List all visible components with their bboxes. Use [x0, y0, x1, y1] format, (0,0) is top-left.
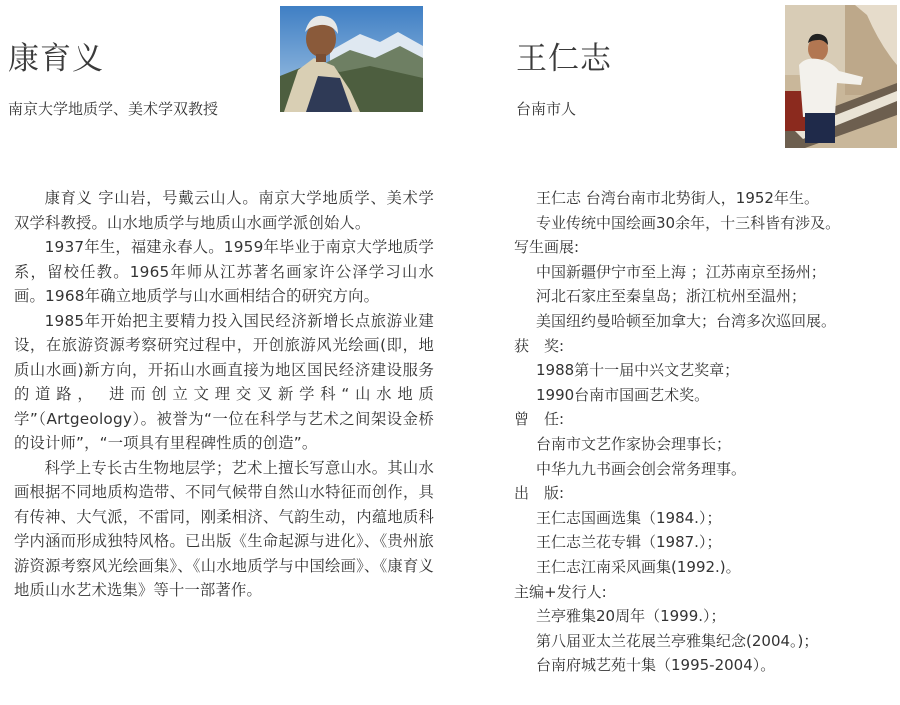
- portrait-image: [785, 5, 897, 148]
- section-heading: 主编+发行人:: [514, 582, 607, 601]
- info-line: 台南市文艺作家协会理事长；: [536, 434, 732, 453]
- section-heading: 出 版:: [514, 484, 565, 503]
- bio-paragraph: 1985年开始把主要精力投入国民经济新增长点旅游业建设，在旅游资源考察研究过程中，开创旅游风光绘画(即，地质山水画)新方向，开拓山水画直接为地区国民经济建设服务的道路， 进而创立文理交叉新学科“山水地质学”（Artgeology）。被誉为“一位在科学与艺术之间架设金桥的设计师”，“一项具有里程碑性质的创造”。: [14, 311, 434, 452]
- bio-paragraph: 康育义 字山岩，号戴云山人。南京大学地质学、美术学双学科教授。山水地质学与地质山水画学派创始人。: [14, 189, 434, 232]
- section-heading: 获 奖:: [514, 336, 565, 355]
- info-line: 兰亭雅集20周年（1999.）；: [536, 607, 726, 626]
- bio-paragraph: 1937年生，福建永春人。1959年毕业于南京大学地质学系，留校任教。1965年师从江苏著名画家许公泽学习山水画。1968年确立地质学与山水画相结合的研究方向。: [14, 238, 434, 305]
- profile-info: [514, 186, 899, 678]
- section-heading: 曾 任:: [514, 410, 565, 429]
- info-line: 王仁志江南采风画集(1992.)。: [536, 557, 741, 576]
- portrait-image: [280, 6, 423, 112]
- profile-title: 台南市人: [516, 100, 577, 118]
- info-line: 中国新疆伊宁市至上海 ；江苏南京至扬州；: [536, 262, 826, 281]
- portrait-photo: [280, 6, 423, 112]
- section-heading: 写生画展:: [514, 238, 580, 257]
- info-line: 王仁志国画选集（1984.）；: [536, 508, 722, 527]
- profile-title: 南京大学地质学、美术学双教授: [8, 100, 219, 118]
- profile-name: 王仁志: [516, 41, 612, 77]
- info-line: 王仁志兰花专辑（1987.）；: [536, 533, 722, 552]
- info-line: 中华九九书画会创会常务理事。: [536, 459, 747, 478]
- info-line: 美国纽约曼哈顿至加拿大；台湾多次巡回展。: [536, 311, 837, 330]
- info-line: 1988第十一届中兴文艺奖章；: [536, 361, 740, 380]
- info-line: 台南府城艺苑十集（1995-2004）。: [536, 656, 776, 675]
- profile-name: 康育义: [8, 41, 104, 77]
- info-line: 1990台南市国画艺术奖。: [536, 385, 710, 404]
- bio-paragraph: 科学上专长古生物地层学；艺术上擅长写意山水。其山水画根据不同地质构造带、不同气候带自然山水特征而创作，具有传神、大气派，不雷同，刚柔相济、气韵生动，内蕴地质科学内涵而形成独特风格。已出版《生命起源与进化》、《贵州旅游资源考察风光绘画集》、《山水地质学与中国绘画》、《康育义地质山水艺术选集》等十一部著作。: [14, 458, 434, 599]
- info-line: 王仁志 台湾台南市北势街人，1952年生。: [536, 189, 819, 207]
- info-line: 专业传统中国绘画30余年，十三科皆有涉及。: [536, 213, 841, 232]
- biography: [14, 186, 434, 603]
- portrait-photo: [785, 5, 897, 148]
- info-line: 第八届亚太兰花展兰亭雅集纪念(2004。)；: [536, 631, 819, 650]
- info-line: 河北石家庄至秦皇岛；浙江杭州至温州；: [536, 287, 807, 306]
